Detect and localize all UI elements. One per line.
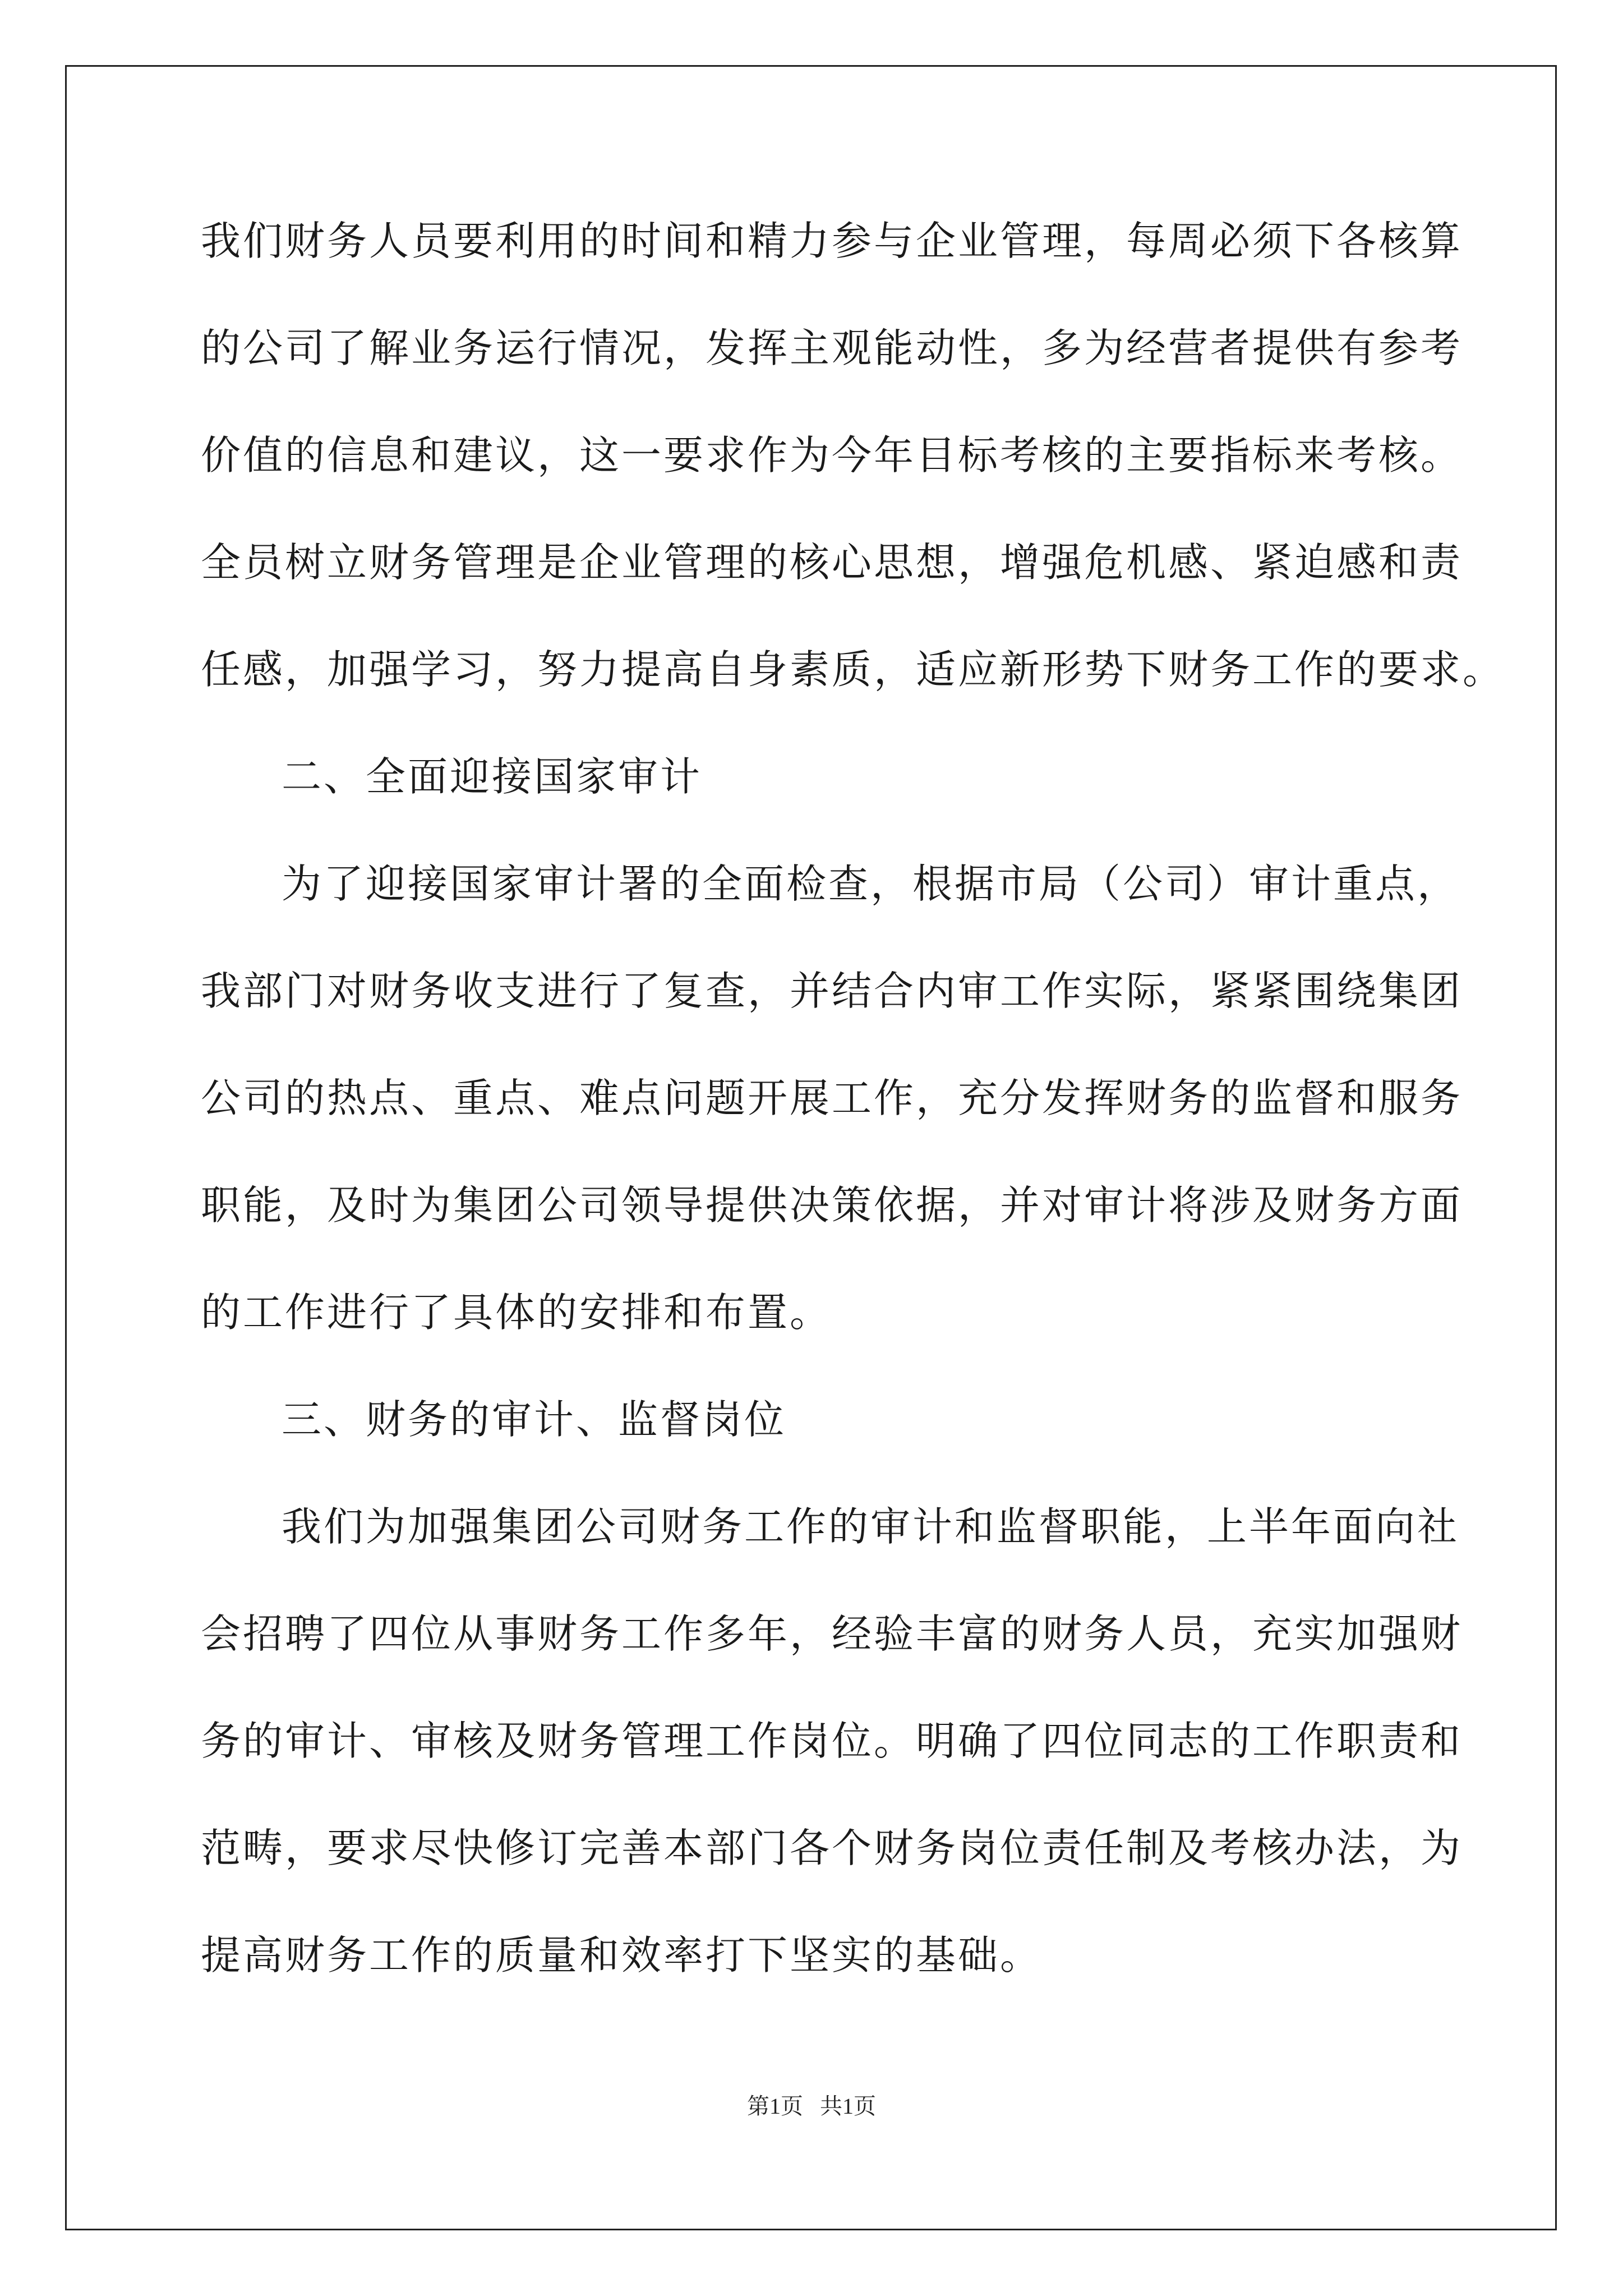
- text-line: 职能，及时为集团公司领导提供决策依据，并对审计将涉及财务方面: [201, 1182, 1463, 1228]
- text-line: 范畴，要求尽快修订完善本部门各个财务岗位责任制及考核办法，为: [201, 1825, 1463, 1871]
- page-number: 第1页: [747, 2093, 803, 2119]
- text-line: 会招聘了四位从事财务工作多年，经验丰富的财务人员，充实加强财: [201, 1611, 1463, 1657]
- section-heading: 三、财务的审计、监督岗位: [282, 1396, 787, 1443]
- text-line: 的工作进行了具体的安排和布置。: [201, 1289, 832, 1336]
- text-line: 我们为加强集团公司财务工作的审计和监督职能，上半年面向社: [282, 1503, 1460, 1550]
- text-line: 我部门对财务收支进行了复查，并结合内审工作实际，紧紧围绕集团: [201, 968, 1463, 1014]
- text-line: 任感，加强学习，努力提高自身素质，适应新形势下财务工作的要求。: [201, 646, 1505, 693]
- text-line: 公司的热点、重点、难点问题开展工作，充分发挥财务的监督和服务: [201, 1075, 1463, 1121]
- text-line: 价值的信息和建议，这一要求作为今年目标考核的主要指标来考核。: [201, 432, 1463, 478]
- text-line: 全员树立财务管理是企业管理的核心思想，增强危机感、紧迫感和责: [201, 539, 1463, 586]
- document-body: [201, 213, 1505, 2035]
- text-line: 为了迎接国家审计署的全面检查，根据市局（公司）审计重点，: [282, 861, 1460, 907]
- text-line: 提高财务工作的质量和效率打下坚实的基础。: [201, 1932, 1043, 1978]
- text-line: 我们财务人员要利用的时间和精力参与企业管理，每周必须下各核算: [201, 218, 1463, 264]
- text-line: 的公司了解业务运行情况，发挥主观能动性，多为经营者提供有参考: [201, 325, 1463, 371]
- page-footer: [0, 2092, 1623, 2120]
- section-heading: 二、全面迎接国家审计: [282, 753, 703, 800]
- text-line: 务的审计、审核及财务管理工作岗位。明确了四位同志的工作职责和: [201, 1718, 1463, 1764]
- page-total: 共1页: [820, 2093, 876, 2119]
